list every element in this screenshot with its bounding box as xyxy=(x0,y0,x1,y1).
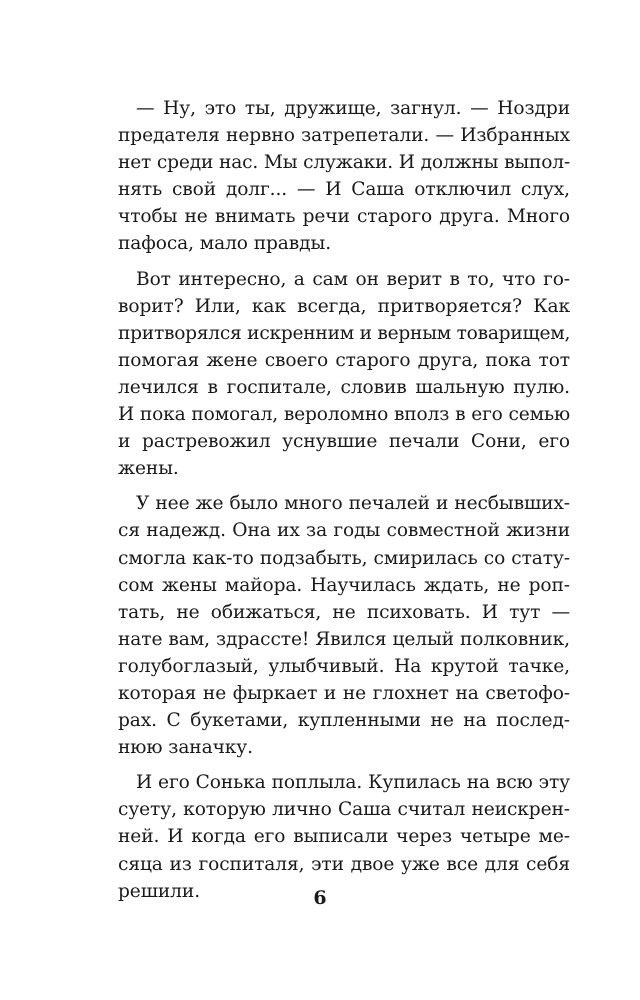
text-line: И его Сонька поплыла. Купилась на всю эту xyxy=(136,772,570,794)
text-line: чтобы не внимать речи старого друга. Много xyxy=(118,206,570,228)
text-line: и растревожил уснувшие печали Сони, его xyxy=(118,431,570,453)
text-line: предателя нервно затрепетали. — Избранных xyxy=(118,125,570,147)
text-line: Вот интересно, а сам он верит в то, что го- xyxy=(136,268,570,290)
text-line: лечился в госпитале, словив шальную пулю. xyxy=(118,376,570,398)
text-line: голубоглазый, улыбчивый. На крутой тачке, xyxy=(118,655,570,677)
text-line: сом жены майора. Научилась ждать, не роп- xyxy=(118,574,570,596)
text-line: жены. xyxy=(118,458,179,480)
text-line: ворит? Или, как всегда, притворяется? Как xyxy=(118,295,570,317)
text-line: нет среди нас. Мы служаки. И должны выпол- xyxy=(118,152,570,174)
text-line: нять свой долг... — И Саша отключил слух, xyxy=(118,179,570,201)
text-line: притворялся искренним и верным товарищем, xyxy=(118,322,571,344)
text-line: которая не фыркает и не глохнет на светофо- xyxy=(118,682,570,704)
paragraph xyxy=(118,266,570,483)
text-line: сяца из госпиталя, эти двое уже все для себя xyxy=(118,853,570,875)
text-line: тать, не обижаться, не психовать. И тут — xyxy=(118,601,570,623)
text-line: решили. xyxy=(118,880,201,902)
paragraph xyxy=(118,95,570,258)
text-line: пафоса, мало правды. xyxy=(118,233,332,255)
text-line: нате вам, здрассте! Явился целый полковник, xyxy=(118,628,570,650)
text-line: — Ну, это ты, дружище, загнул. — Ноздри xyxy=(136,98,570,119)
text-body xyxy=(118,95,570,905)
text-line: И пока помогал, вероломно вполз в его семью xyxy=(118,404,570,426)
paragraph xyxy=(118,490,570,761)
text-line: помогая жене своего старого друга, пока тот xyxy=(118,349,570,371)
text-line: ся надежд. Она их за годы совместной жизни xyxy=(118,520,570,542)
text-line: смогла как-то подзабыть, смирилась со стату- xyxy=(118,547,570,569)
text-line: ней. И когда его выписали через четыре ме- xyxy=(118,826,570,848)
text-line: рах. С букетами, купленными не на послед- xyxy=(118,710,570,732)
text-line: суету, которую лично Саша считал неискрен- xyxy=(118,799,570,821)
text-line: нюю заначку. xyxy=(118,737,253,759)
paragraph xyxy=(118,769,570,904)
text-line: У нее же было много печалей и несбывших- xyxy=(136,493,570,515)
page-number: 6 xyxy=(313,887,327,909)
